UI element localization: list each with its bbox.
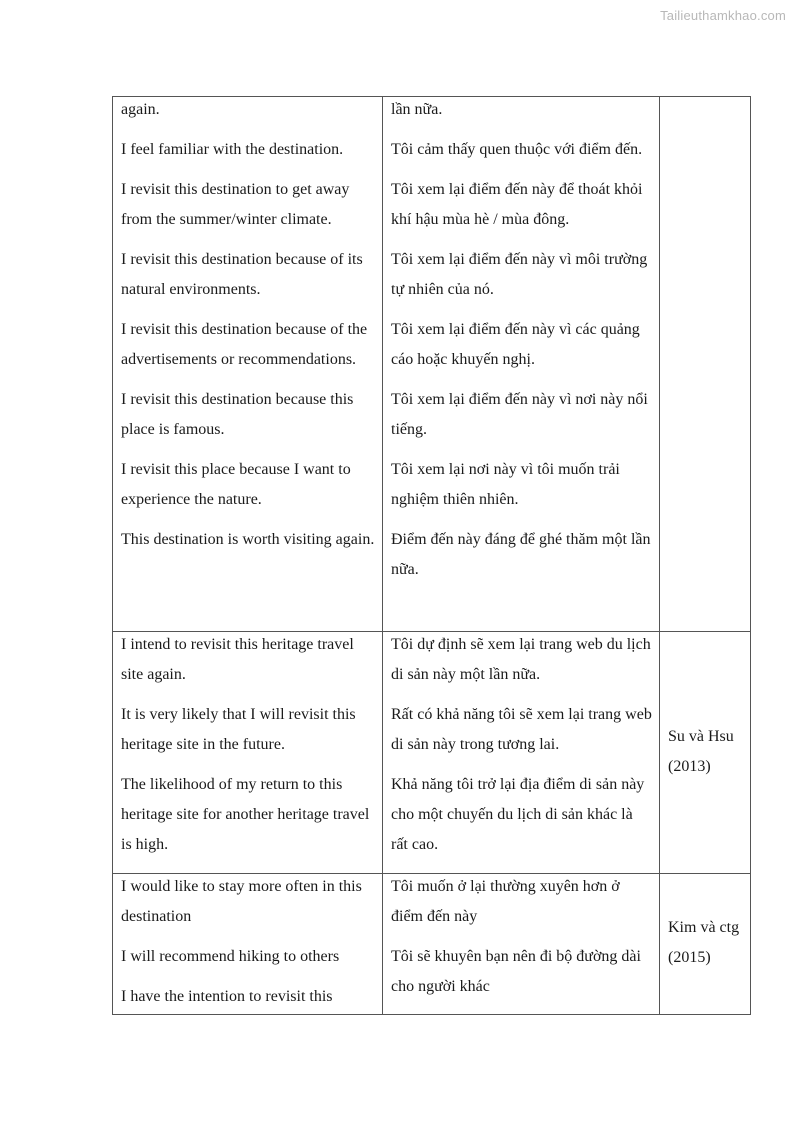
english-cell xyxy=(113,874,383,1015)
english-item: I feel familiar with the destination. xyxy=(121,141,344,158)
vietnamese-item: Khả năng tôi trở lại địa điểm di sản này cho một chuyến du lịch di sản khác là rất cao. xyxy=(391,776,645,853)
table-row xyxy=(113,632,751,874)
vietnamese-item: Điểm đến này đáng để ghé thăm một lần nữa. xyxy=(391,531,651,578)
vietnamese-item: Tôi xem lại điểm đến này để thoát khỏi khí hậu mùa hè / mùa đông. xyxy=(391,181,643,228)
english-item: again. xyxy=(121,101,160,118)
vietnamese-item: Tôi muốn ở lại thường xuyên hơn ở điểm đến này xyxy=(391,878,620,925)
vietnamese-item: Tôi xem lại nơi này vì tôi muốn trải nghiệm thiên nhiên. xyxy=(391,461,620,508)
english-item: I revisit this destination because of the advertisements or recommendations. xyxy=(121,321,368,368)
vietnamese-item: Tôi xem lại điểm đến này vì các quảng cáo hoặc khuyến nghị. xyxy=(391,321,640,368)
source-cell xyxy=(660,874,751,1015)
vietnamese-item: Tôi dự định sẽ xem lại trang web du lịch di sản này một lần nữa. xyxy=(391,636,651,683)
english-item: I would like to stay more often in this destination xyxy=(121,878,362,925)
vietnamese-item: lần nữa. xyxy=(391,101,443,118)
english-item: I revisit this destination because this place is famous. xyxy=(121,391,354,438)
english-item: I have the intention to revisit this xyxy=(121,988,333,1005)
questionnaire-table xyxy=(112,96,751,1015)
vietnamese-item: Tôi sẽ khuyên bạn nên đi bộ đường dài cho người khác xyxy=(391,948,641,995)
english-item: The likelihood of my return to this heritage site for another heritage travel is high. xyxy=(121,776,370,853)
source-citation: Su và Hsu (2013) xyxy=(668,727,734,775)
vietnamese-item: Tôi cảm thấy quen thuộc với điểm đến. xyxy=(391,141,643,158)
vietnamese-cell xyxy=(383,97,660,632)
english-item: I revisit this place because I want to experience the nature. xyxy=(121,461,351,508)
english-item: I revisit this destination because of its natural environments. xyxy=(121,251,363,298)
table-row xyxy=(113,97,751,632)
vietnamese-item: Rất có khả năng tôi sẽ xem lại trang web di sản này trong tương lai. xyxy=(391,706,652,753)
english-item: It is very likely that I will revisit this heritage site in the future. xyxy=(121,706,356,753)
vietnamese-item: Tôi xem lại điểm đến này vì nơi này nổi tiếng. xyxy=(391,391,648,438)
english-item: I intend to revisit this heritage travel site again. xyxy=(121,636,354,683)
watermark-text: Tailieuthamkhao.com xyxy=(660,8,786,23)
english-cell xyxy=(113,97,383,632)
vietnamese-cell xyxy=(383,632,660,874)
vietnamese-cell xyxy=(383,874,660,1015)
english-cell xyxy=(113,632,383,874)
table-row xyxy=(113,874,751,1015)
english-item: This destination is worth visiting again. xyxy=(121,531,375,548)
english-item: I revisit this destination to get away from the summer/winter climate. xyxy=(121,181,350,228)
vietnamese-item: Tôi xem lại điểm đến này vì môi trường tự nhiên của nó. xyxy=(391,251,648,298)
source-citation: Kim và ctg (2015) xyxy=(668,919,740,966)
source-cell xyxy=(660,97,751,632)
source-cell xyxy=(660,632,751,874)
english-item: I will recommend hiking to others xyxy=(121,948,340,965)
